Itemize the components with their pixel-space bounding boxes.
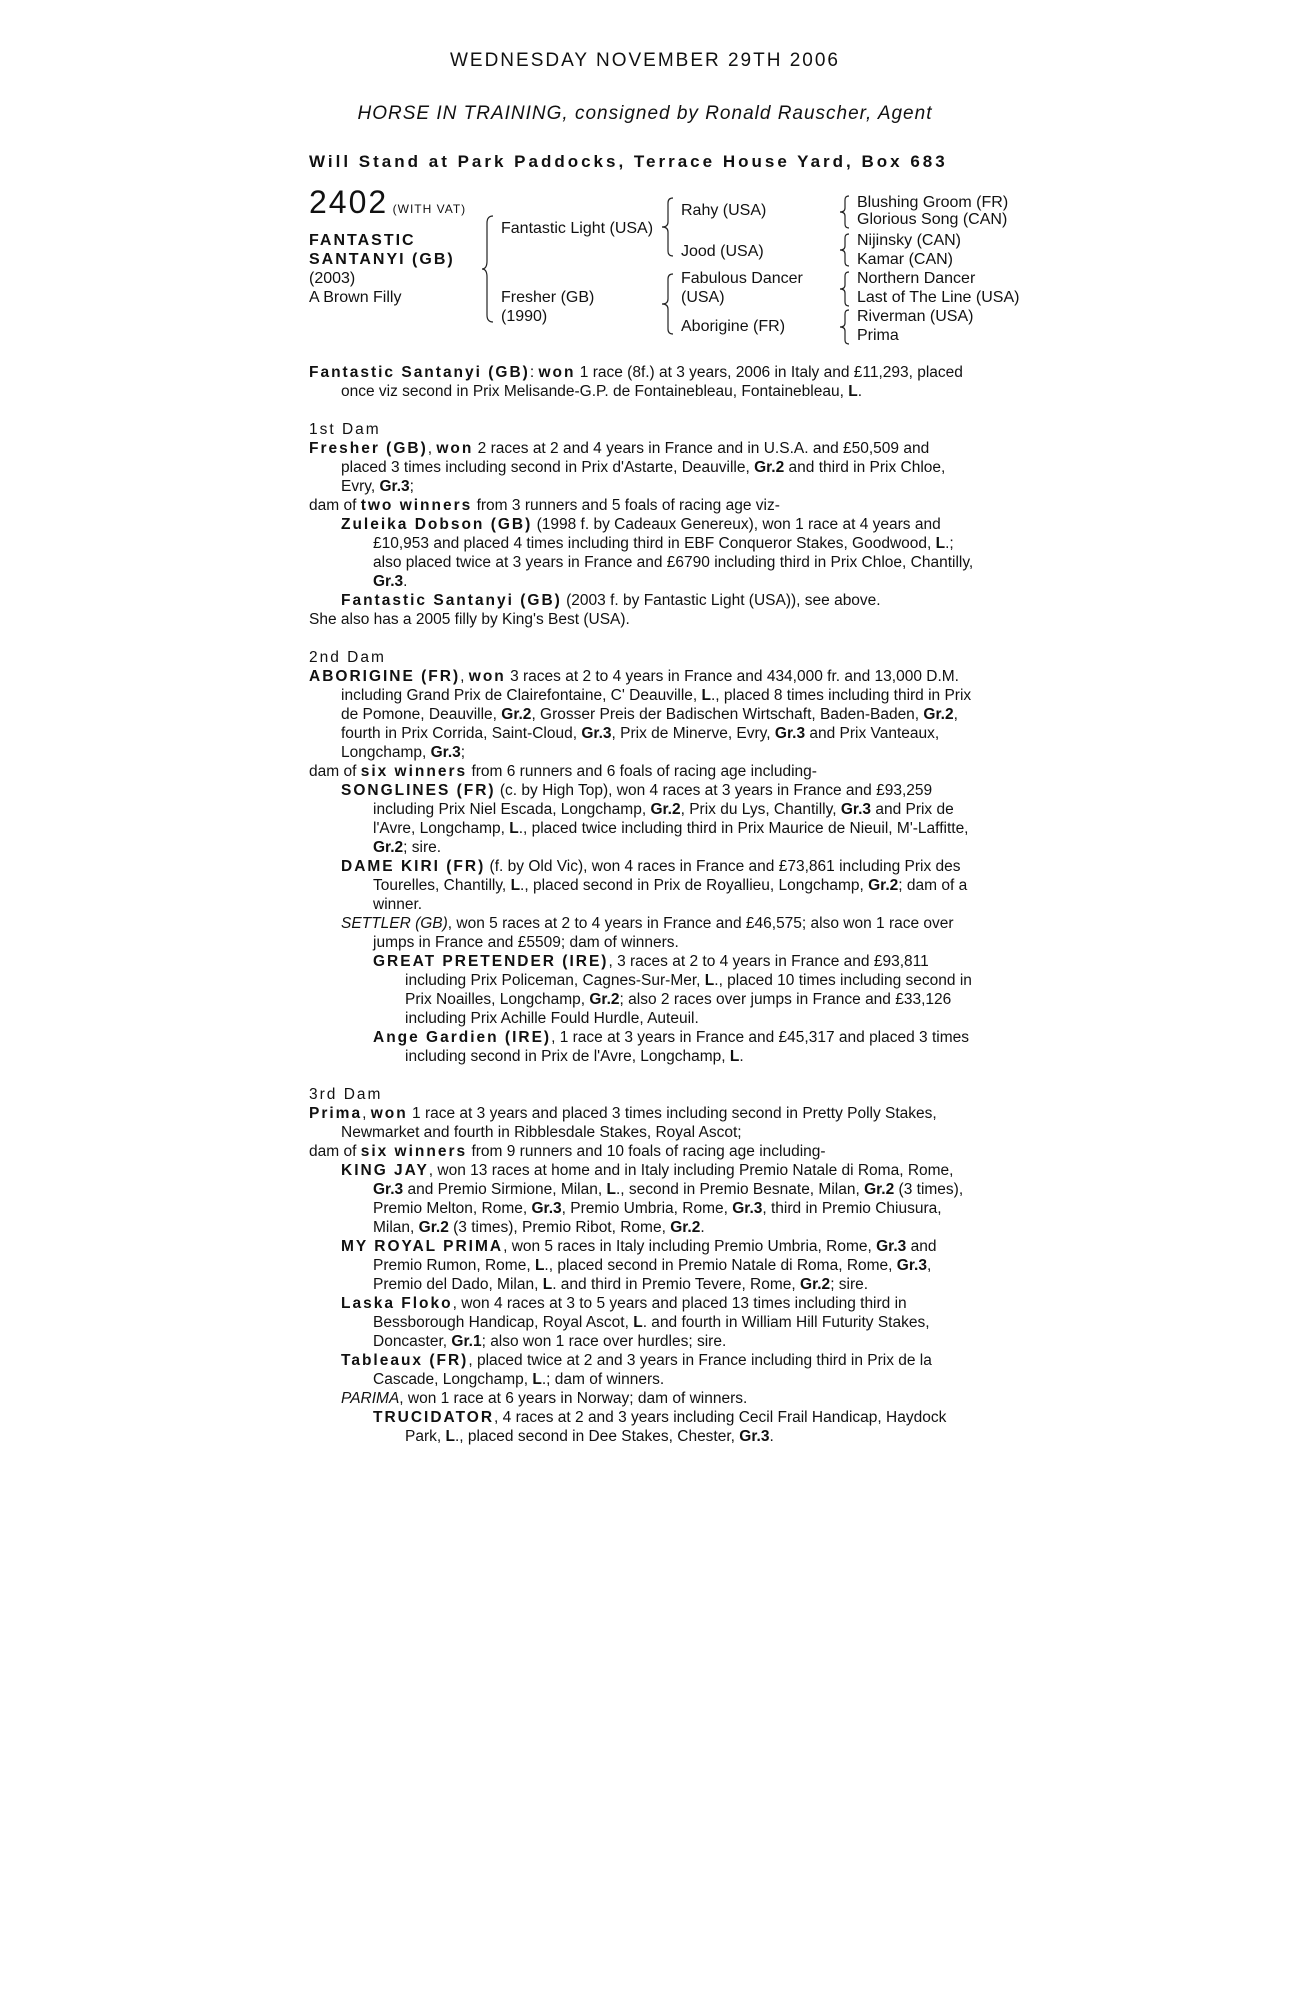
third-dam-record: Prima, won 1 race at 3 years and placed 3 times including second in Pretty Polly Stakes, Newmarket and fourth in Ribblesdale Stakes, Royal Ascot; (309, 1105, 937, 1141)
consignment-line: HORSE IN TRAINING, consigned by Ronald Rauscher, Agent (357, 103, 933, 124)
produce-laska-floko: Laska Floko, won 4 races at 3 to 5 years and placed 13 times including third in Bessborough Handicap, Royal Ascot, L. and fourth in William Hill Futurity Stakes, Doncaster, Gr.1; also won 1 race over hurdles; sire. (341, 1295, 930, 1350)
produce-great-pretender: GREAT PRETENDER (IRE), 3 races at 2 to 4 years in France and £93,811 including Prix Policeman, Cagnes-Sur-Mer, L., placed 10 times including second in Prix Noailles, Longchamp, Gr.2; also 2 races over jumps in France and £33,126 including Prix Achille Fould Hurdle, Auteuil. (373, 953, 972, 1027)
dam-sire-line2: (USA) (681, 289, 725, 306)
pedigree-brace-g2 (839, 233, 851, 267)
horse-name-line2: SANTANYI (GB) (309, 251, 455, 268)
first-dam-produce: dam of two winners from 3 runners and 5 foals of racing age viz- (309, 497, 780, 514)
produce-zuleika-dobson: Zuleika Dobson (GB) (1998 f. by Cadeaux Genereux), won 1 race at 4 years and £10,953 and placed 4 times including third in EBF Conqueror Stakes, Goodwood, L.; also placed twice at 3 years in France and £6790 including third in Prix Chloe, Chantilly, Gr.3. (341, 516, 974, 590)
sire-sire: Rahy (USA) (681, 202, 767, 219)
produce-parima: PARIMA, won 1 race at 6 years in Norway; dam of winners. (341, 1390, 748, 1407)
ped-sds: Nijinsky (CAN) (857, 232, 961, 249)
dam-sire-line1: Fabulous Dancer (681, 270, 803, 287)
pedigree-brace-dam (661, 273, 675, 335)
pedigree-brace-g3 (839, 271, 851, 307)
produce-songlines: SONGLINES (FR) (c. by High Top), won 4 races at 3 years in France and £93,259 including Prix Niel Escada, Longchamp, Gr.2, Prix du Lys, Chantilly, Gr.3 and Prix de l'Avre, Longchamp, L., placed twice including third in Prix Maurice de Nieuil, M'-Laffitte, Gr.2; sire. (341, 782, 969, 856)
horse-name-line1: FANTASTIC (309, 232, 416, 249)
ped-sdd: Kamar (CAN) (857, 251, 954, 268)
horse-description: A Brown Filly (309, 289, 402, 306)
produce-tableaux: Tableaux (FR), placed twice at 2 and 3 years in France including third in Prix de la Cascade, Longchamp, L.; dam of winners. (341, 1352, 932, 1388)
dam-dam: Aborigine (FR) (681, 318, 786, 335)
ped-dds: Riverman (USA) (857, 308, 974, 325)
dam-year: (1990) (501, 308, 548, 325)
first-dam-heading: 1st Dam (309, 421, 381, 438)
ped-ssd: Glorious Song (CAN) (857, 211, 1008, 228)
second-dam-heading: 2nd Dam (309, 649, 386, 666)
horse-summary: Fantastic Santanyi (GB): won 1 race (8f.) at 3 years, 2006 in Italy and £11,293, placed once viz second in Prix Melisande-G.P. de Fontainebleau, Fontainebleau, L. (309, 364, 963, 400)
ped-ddd: Prima (857, 327, 899, 344)
third-dam-heading: 3rd Dam (309, 1086, 383, 1103)
produce-ange-gardien: Ange Gardien (IRE), 1 race at 3 years in France and £45,317 and placed 3 times including second in Prix de l'Avre, Longchamp, L. (373, 1029, 970, 1065)
stabling-location: Will Stand at Park Paddocks, Terrace House Yard, Box 683 (309, 152, 948, 171)
lot-number: 2402 (309, 184, 389, 220)
sale-date: WEDNESDAY NOVEMBER 29TH 2006 (449, 50, 840, 71)
sire-name: Fantastic Light (USA) (501, 220, 654, 237)
produce-settler: SETTLER (GB), won 5 races at 2 to 4 years in France and £46,575; also won 1 race over jumps in France and £5509; dam of winners. (341, 915, 954, 951)
pedigree-brace-g1 (839, 195, 851, 229)
vat-note: (WITH VAT) (392, 202, 467, 216)
dam-name: Fresher (GB) (501, 289, 595, 306)
lot-heading (309, 184, 467, 220)
produce-fantastic-santanyi: Fantastic Santanyi (GB) (2003 f. by Fantastic Light (USA)), see above. (341, 592, 881, 609)
third-dam-produce: dam of six winners from 9 runners and 10 foals of racing age including- (309, 1143, 826, 1160)
pedigree-brace-main (481, 215, 495, 323)
sire-dam: Jood (USA) (681, 243, 764, 260)
produce-my-royal-prima: MY ROYAL PRIMA, won 5 races in Italy including Premio Umbria, Rome, Gr.3 and Premio Rumon, Rome, L., placed second in Premio Natale di Roma, Rome, Gr.3, Premio del Dado, Milan, L. and third in Premio Tevere, Rome, Gr.2; sire. (341, 1238, 937, 1293)
produce-king-jay: KING JAY, won 13 races at home and in Italy including Premio Natale di Roma, Rome, Gr.3 and Premio Sirmione, Milan, L., second in Premio Besnate, Milan, Gr.2 (3 times), Premio Melton, Rome, Gr.3, Premio Umbria, Rome, Gr.3, third in Premio Chiusura, Milan, Gr.2 (3 times), Premio Ribot, Rome, Gr.2. (341, 1162, 964, 1236)
ped-dss: Northern Dancer (857, 270, 976, 287)
second-dam-record: ABORIGINE (FR), won 3 races at 2 to 4 years in France and 434,000 fr. and 13,000 D.M. including Grand Prix de Clairefontaine, C' Deauville, L., placed 8 times including third in Prix de Pomone, Deauville, Gr.2, Grosser Preis der Badischen Wirtschaft, Baden-Baden, Gr.2, fourth in Prix Corrida, Saint-Cloud, Gr.3, Prix de Minerve, Evry, Gr.3 and Prix Vanteaux, Longchamp, Gr.3; (309, 668, 972, 761)
pedigree-brace-sire (661, 197, 675, 257)
second-dam-produce: dam of six winners from 6 runners and 6 foals of racing age including- (309, 763, 817, 780)
produce-dame-kiri: DAME KIRI (FR) (f. by Old Vic), won 4 races in France and £73,861 including Prix des Tourelles, Chantilly, L., placed second in Prix de Royallieu, Longchamp, Gr.2; dam of a winner. (341, 858, 968, 913)
race-record (309, 363, 974, 1446)
ped-dsd: Last of The Line (USA) (857, 289, 1020, 306)
pedigree-table (309, 184, 1049, 353)
first-dam-also: She also has a 2005 filly by King's Best (USA). (309, 611, 630, 628)
produce-trucidator: TRUCIDATOR, 4 races at 2 and 3 years including Cecil Frail Handicap, Haydock Park, L., placed second in Dee Stakes, Chester, Gr.3. (373, 1409, 947, 1445)
foaling-year: (2003) (309, 270, 356, 287)
pedigree-brace-g4 (839, 309, 851, 345)
first-dam-record: Fresher (GB), won 2 races at 2 and 4 years in France and in U.S.A. and £50,509 and placed 3 times including second in Prix d'Astarte, Deauville, Gr.2 and third in Prix Chloe, Evry, Gr.3; (309, 440, 946, 495)
ped-sss: Blushing Groom (FR) (857, 194, 1009, 211)
